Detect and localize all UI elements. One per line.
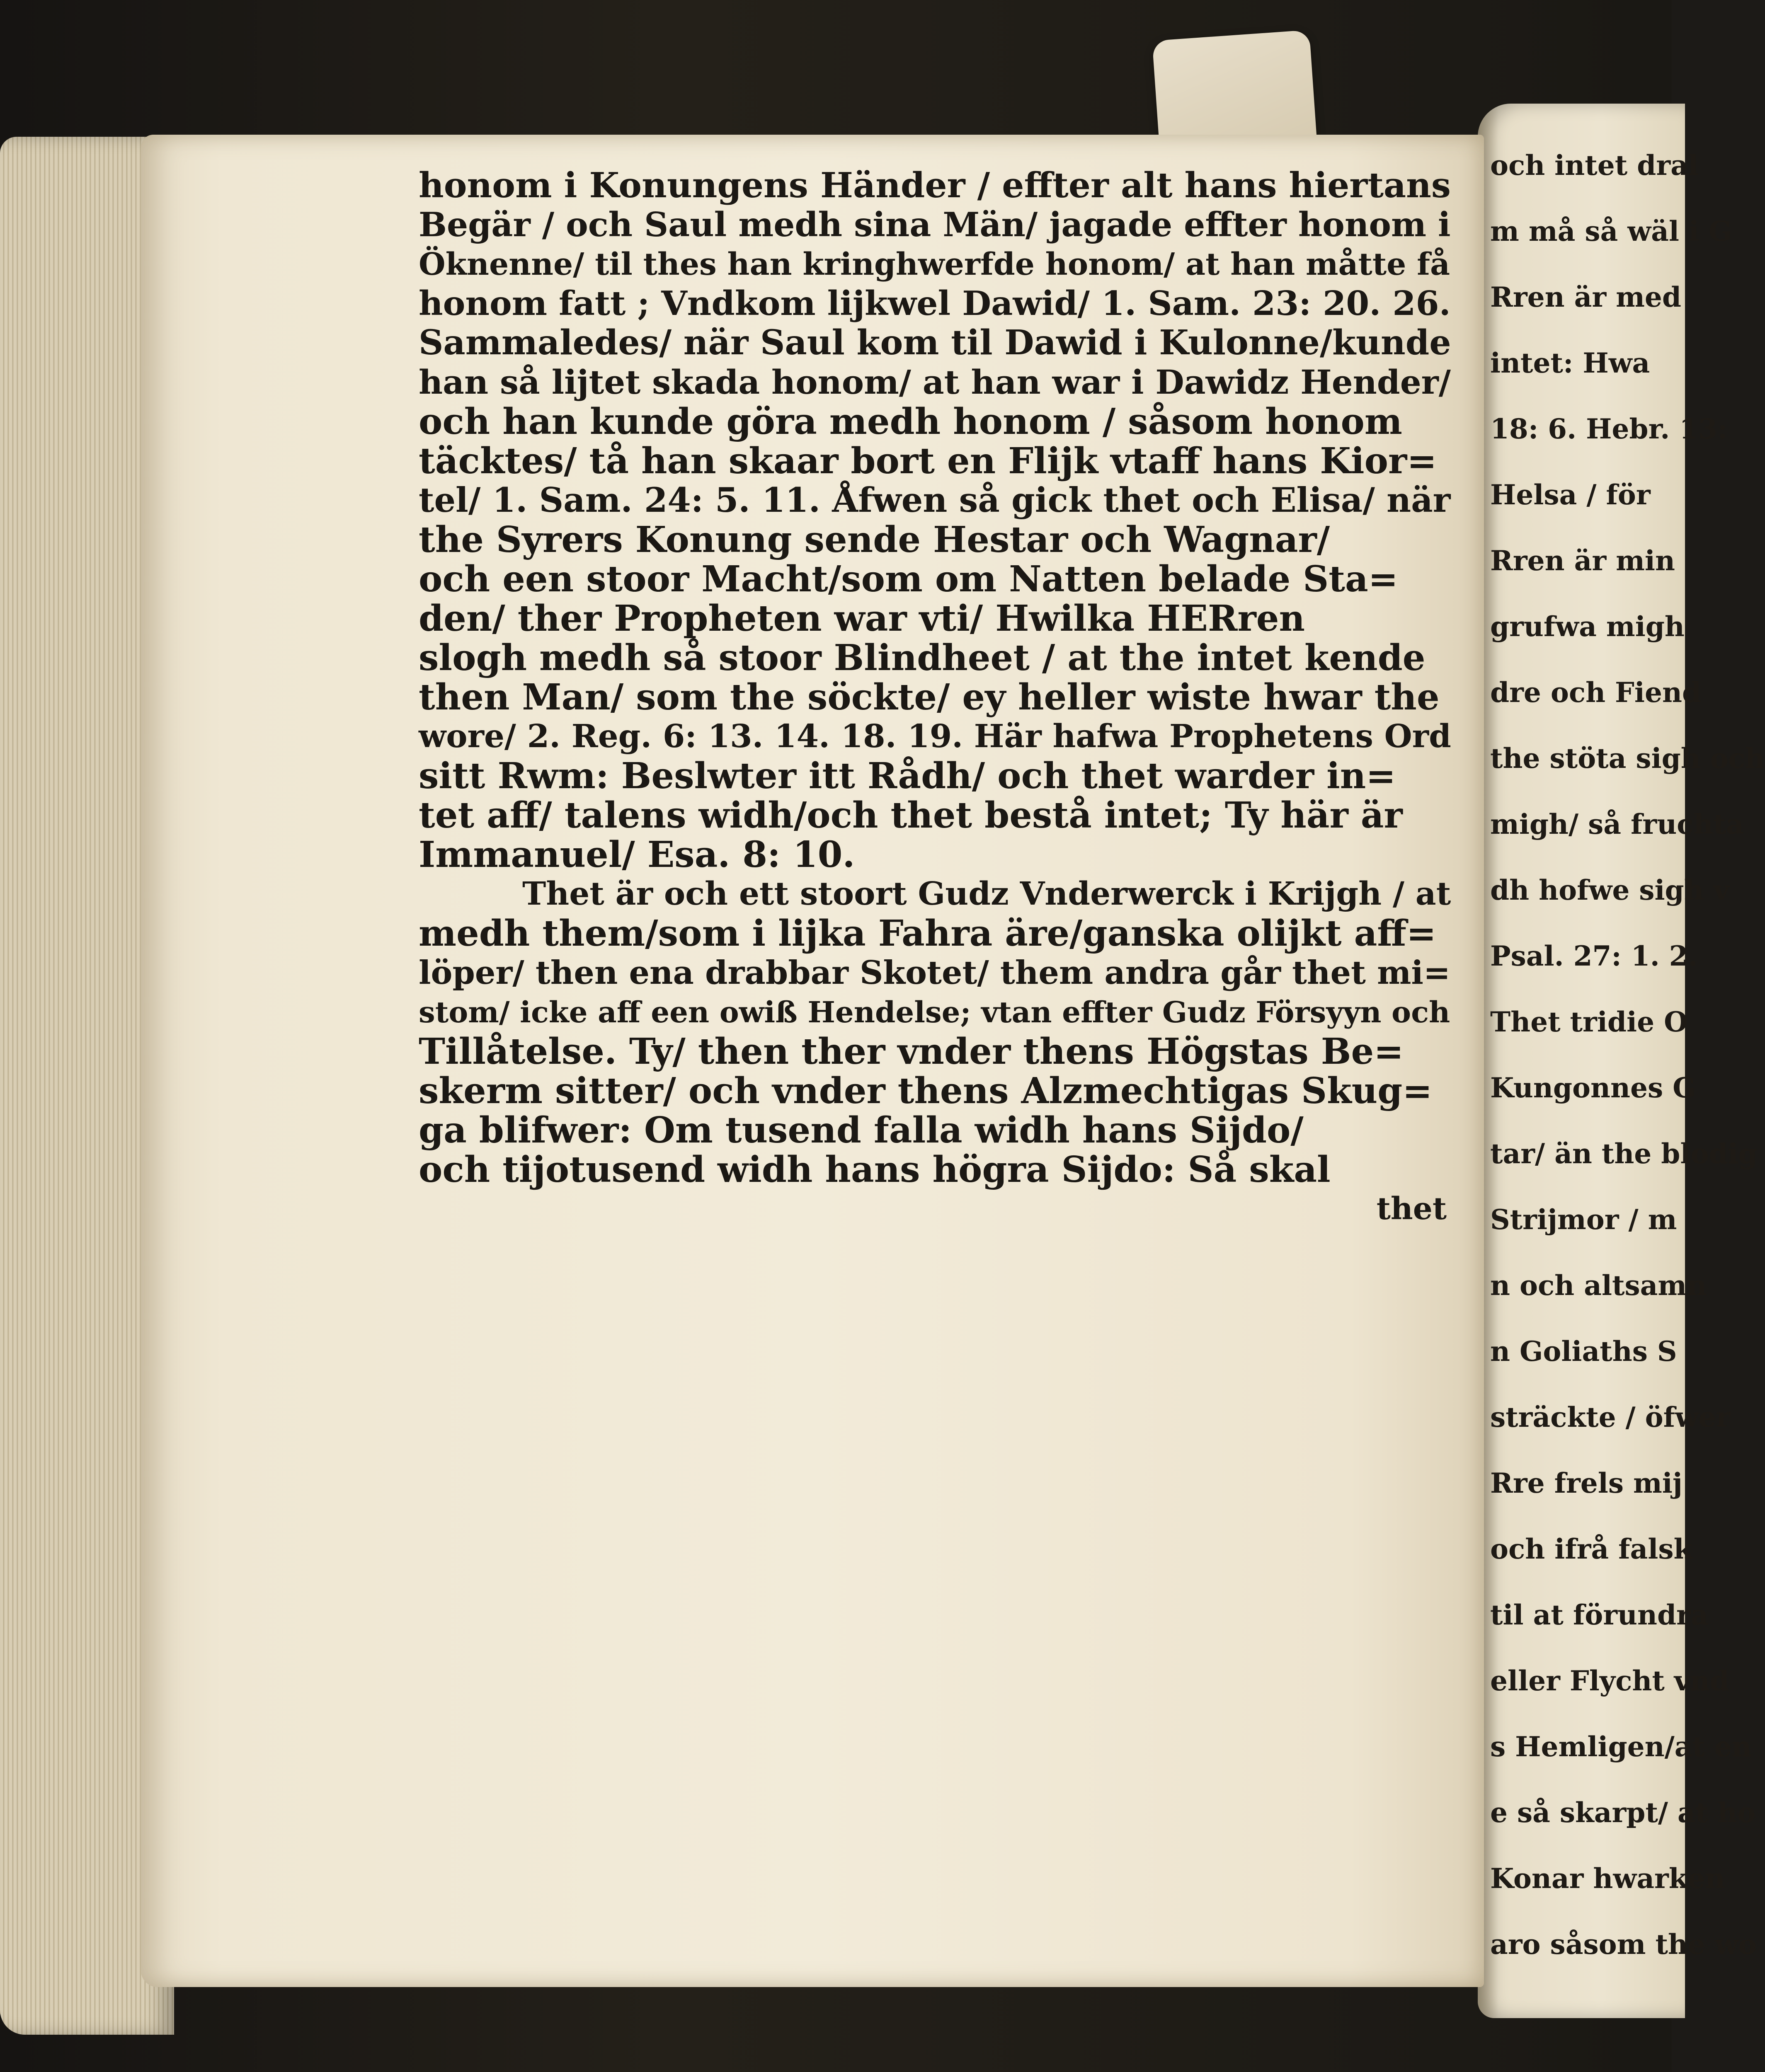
text-line: then Man/ som the söckte/ ey heller wiste hwar the	[419, 676, 1440, 718]
text-line: Thet är och ett stoort Gudz Vnderwerck i Krijgh / at	[522, 875, 1451, 913]
text-line: täcktes/ tå han skaar bort en Flijk vtaff hans Kior=	[419, 440, 1437, 482]
facing-text-line: migh/ så fruchta	[1490, 808, 1744, 840]
page-text	[419, 166, 1451, 1229]
facing-text-line: Kungonnes G	[1490, 1072, 1696, 1104]
facing-text-line: Psal. 27: 1. 2.	[1490, 940, 1698, 972]
text-line: slogh medh så stoor Blindheet / at the intet kende	[419, 637, 1426, 679]
facing-text-line: eller Flycht vnd	[1490, 1665, 1729, 1697]
facing-text-line: tar/ än the blodig	[1490, 1138, 1758, 1170]
text-line: stom/ icke aff een owiß Hendelse; vtan effter Gudz Försyyn och	[419, 995, 1450, 1029]
text-line: den/ ther Propheten war vti/ Hwilka HERren	[419, 598, 1305, 639]
facing-text-line: Rren är med	[1490, 281, 1682, 313]
facing-text-line: til at förundra	[1490, 1599, 1709, 1631]
facing-text-line: och ifrå falsk	[1490, 1533, 1693, 1565]
facing-page	[1478, 104, 1765, 2018]
catchword: thet	[1376, 1191, 1447, 1227]
text-line: honom fatt ; Vndkom lijkwel Dawid/ 1. Sam. 23: 20. 26.	[419, 284, 1451, 323]
facing-text-line: Rren är min	[1490, 545, 1675, 577]
facing-text-line: Rre frels mij	[1490, 1467, 1683, 1499]
facing-text-line: Strijmor / m	[1490, 1203, 1677, 1236]
facing-text-line: och intet dral	[1490, 149, 1699, 182]
facing-page-text	[1490, 133, 1765, 1978]
text-line: Immanuel/ Esa. 8: 10.	[419, 834, 855, 876]
text-line: the Syrers Konung sende Hestar och Wagnar/	[419, 519, 1330, 561]
text-line: skerm sitter/ och vnder thens Alzmechtigas Skug=	[419, 1070, 1433, 1112]
facing-text-line: e så skarpt/ at ho	[1490, 1796, 1756, 1829]
text-line: löper/ then ena drabbar Skotet/ them andra går thet mi=	[419, 954, 1451, 992]
facing-text-line: Thet tridie O	[1490, 1006, 1688, 1038]
facing-text-line: grufwa migh	[1490, 610, 1685, 643]
text-line: Tillåtelse. Ty/ then ther vnder thens Högstas Be=	[419, 1031, 1404, 1072]
facing-text-line: Konar hwarken	[1490, 1862, 1725, 1895]
text-line: Sammaledes/ när Saul kom til Dawid i Kulonne/kunde	[419, 323, 1451, 363]
text-line: och tijotusend widh hans högra Sijdo: Så skal	[419, 1149, 1331, 1191]
facing-text-line: dh hofwe sigh v	[1490, 874, 1729, 906]
text-line: och han kunde göra medh honom / såsom honom	[419, 401, 1402, 443]
facing-text-line: dre och Fiend	[1490, 676, 1702, 709]
text-line: han så lijtet skada honom/ at han war i Dawidz Hender/	[419, 363, 1451, 402]
text-line: Begär / och Saul medh sina Män/ jagade effter honom i	[419, 205, 1451, 244]
text-line: Öknenne/ til thes han kringhwerfde honom/ at han måtte få	[419, 246, 1450, 282]
facing-text-line: s Hemligen/at en	[1490, 1731, 1752, 1763]
facing-text-line: Helsa / för	[1490, 479, 1651, 511]
text-line: wore/ 2. Reg. 6: 13. 14. 18. 19. Här hafwa Prophetens Ord	[419, 718, 1451, 755]
text-line: ga blifwer: Om tusend falla widh hans Sijdo/	[419, 1109, 1304, 1151]
text-line: sitt Rwm: Beslwter itt Rådh/ och thet warder in=	[419, 755, 1396, 797]
text-line: medh them/som i lijka Fahra äre/ganska olijkt aff=	[419, 913, 1436, 954]
facing-text-line: aro såsom the wo	[1490, 1928, 1757, 1961]
facing-text-line: 18: 6. Hebr. 13:	[1490, 413, 1728, 445]
facing-text-line: intet: Hwa	[1490, 347, 1650, 379]
text-line: honom i Konungens Händer / effter alt hans hiertans	[419, 165, 1451, 206]
facing-text-line: m må så wäl i G	[1490, 215, 1732, 247]
facing-text-line: the stöta sigh och	[1490, 742, 1765, 775]
facing-text-line: n Goliaths S	[1490, 1335, 1677, 1368]
text-line: tet aff/ talens widh/och thet bestå intet; Ty här är	[419, 794, 1403, 836]
facing-text-line: n och altsamn	[1490, 1269, 1707, 1302]
text-line: och een stoor Macht/som om Natten belade Sta=	[419, 558, 1398, 600]
text-line: tel/ 1. Sam. 24: 5. 11. Åfwen så gick thet och Elisa/ när	[419, 481, 1451, 520]
facing-text-line: sträckte / öfwer	[1490, 1401, 1731, 1433]
